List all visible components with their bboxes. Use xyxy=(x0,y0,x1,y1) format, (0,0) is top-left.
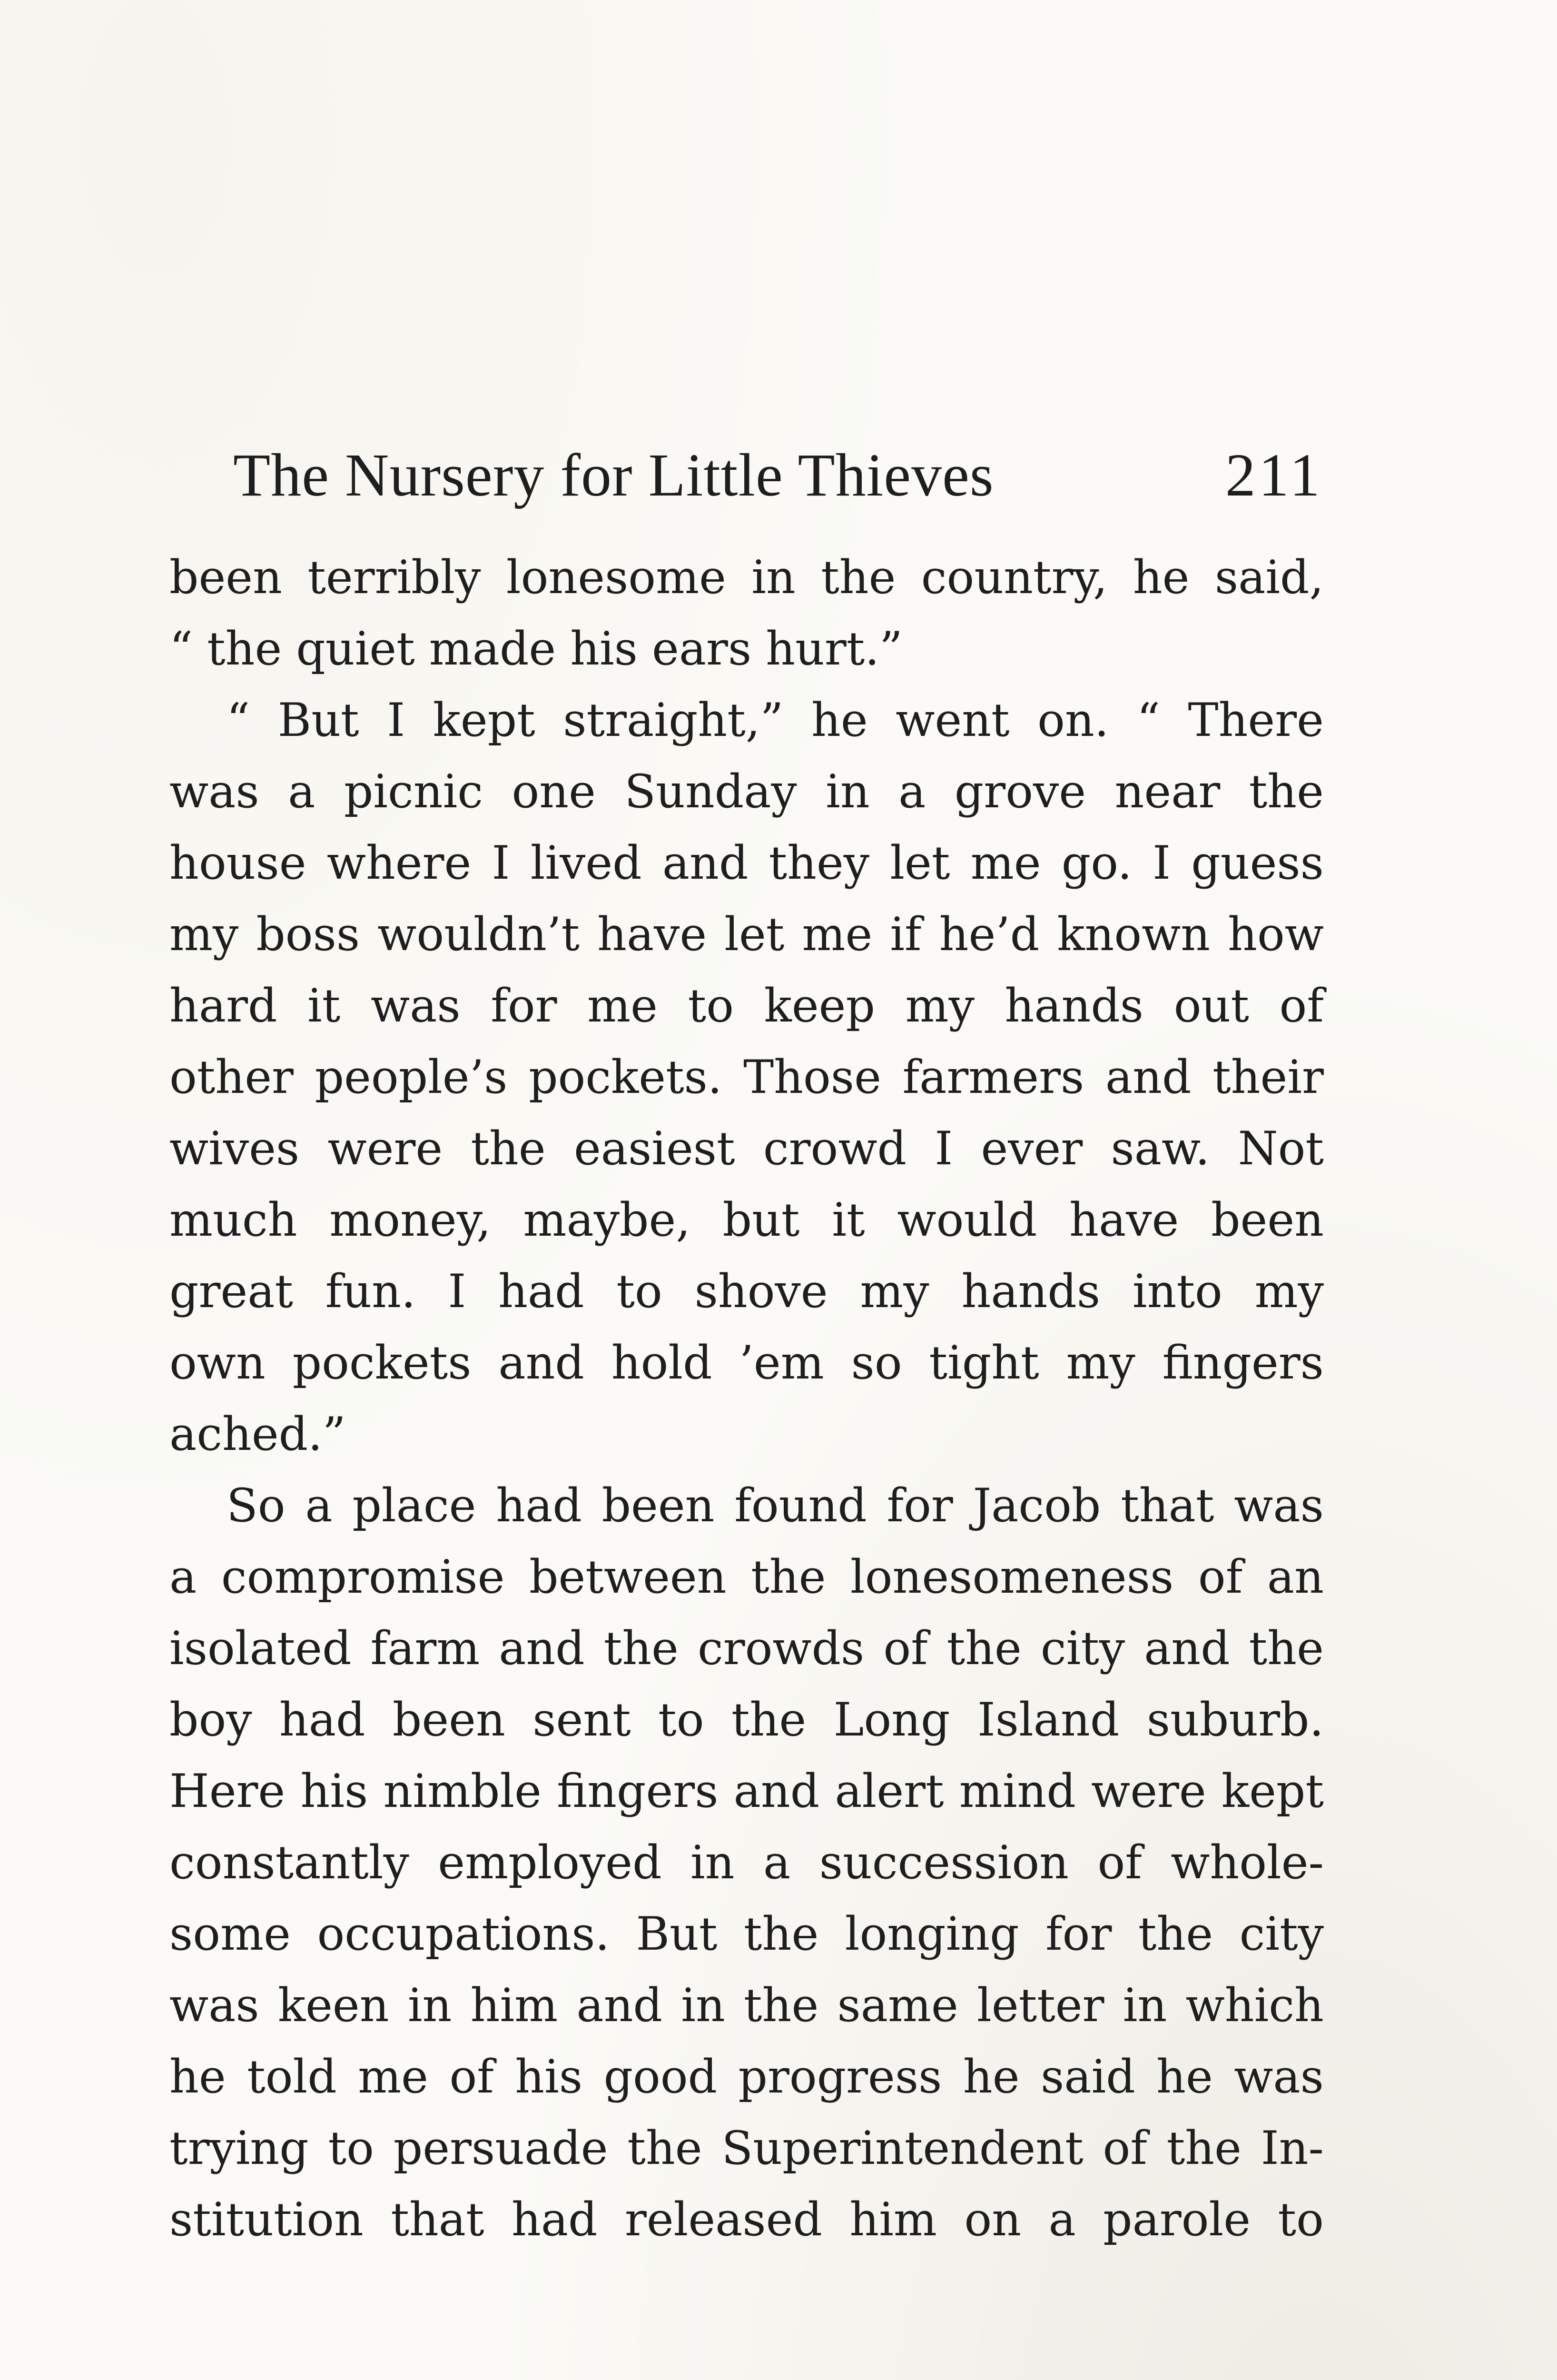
word: a xyxy=(1048,2193,1076,2246)
word: “ xyxy=(1136,694,1160,747)
word: to xyxy=(1278,2193,1324,2246)
word: his xyxy=(570,622,638,675)
word: house xyxy=(169,836,306,890)
word: and xyxy=(733,1765,820,1818)
word: the xyxy=(603,1622,679,1675)
word: occupations. xyxy=(317,1907,610,1961)
word: the xyxy=(744,1979,819,2032)
word: the xyxy=(751,1550,826,1604)
word: a xyxy=(305,1479,333,1532)
word: I xyxy=(1153,836,1171,890)
word: easiest xyxy=(573,1122,735,1175)
word: a xyxy=(288,765,315,818)
word: and xyxy=(662,836,749,890)
word: terribly xyxy=(307,551,481,604)
word: picnic xyxy=(344,765,483,818)
word: other xyxy=(169,1051,294,1104)
word: I xyxy=(448,1265,466,1318)
body-text xyxy=(169,542,1324,2255)
word: grove xyxy=(954,765,1086,818)
word: were xyxy=(327,1122,443,1175)
word: sent xyxy=(532,1693,631,1746)
word: hard xyxy=(169,979,277,1032)
word: that xyxy=(1121,1479,1214,1532)
text-line xyxy=(169,1684,1324,1755)
word: been xyxy=(1211,1193,1324,1247)
word: the xyxy=(731,1693,807,1746)
word: in xyxy=(1123,1979,1167,2032)
word: pockets xyxy=(292,1336,472,1389)
word: me xyxy=(802,908,873,961)
text-line xyxy=(169,1898,1324,1970)
word: ’em xyxy=(739,1336,824,1389)
word: fingers xyxy=(1162,1336,1324,1389)
page-number: 211 xyxy=(1225,441,1323,509)
word: and xyxy=(1105,1051,1192,1104)
word: and xyxy=(498,1336,584,1389)
word: on xyxy=(964,2193,1022,2246)
word: into xyxy=(1132,1265,1222,1318)
word: quiet xyxy=(296,622,415,675)
word: hands xyxy=(1005,979,1144,1032)
word: of xyxy=(883,1622,928,1675)
text-line xyxy=(169,1613,1324,1684)
word: keep xyxy=(764,979,875,1032)
text-line xyxy=(169,827,1324,899)
word: persuade xyxy=(393,2122,608,2175)
word: it xyxy=(307,979,341,1032)
word: I xyxy=(935,1122,953,1175)
word: my xyxy=(860,1265,929,1318)
text-line xyxy=(169,1470,1324,1541)
text-line xyxy=(169,542,1324,613)
word: boy xyxy=(169,1693,252,1746)
word: their xyxy=(1212,1051,1324,1104)
word: of xyxy=(1103,2122,1147,2175)
word: hold xyxy=(611,1336,712,1389)
text-line xyxy=(169,2184,1324,2255)
word: Long xyxy=(833,1693,950,1746)
word: some xyxy=(169,1907,291,1961)
word: employed xyxy=(438,1836,662,1889)
word: the xyxy=(1138,1907,1213,1961)
word: fun. xyxy=(325,1265,416,1318)
word: let xyxy=(890,836,950,890)
text-line xyxy=(169,1041,1324,1113)
word: had xyxy=(496,1479,582,1532)
word: Here xyxy=(169,1765,286,1818)
word: he xyxy=(811,694,868,747)
word: Jacob xyxy=(973,1479,1101,1532)
word: mind xyxy=(959,1765,1076,1818)
word: found xyxy=(734,1479,867,1532)
word: had xyxy=(279,1693,365,1746)
word: a xyxy=(763,1836,791,1889)
word: succession xyxy=(819,1836,1069,1889)
word: city xyxy=(1040,1622,1125,1675)
word: he xyxy=(1156,2050,1213,2103)
word: crowd xyxy=(763,1122,907,1175)
word: they xyxy=(769,836,870,890)
word: constantly xyxy=(169,1836,409,1889)
word: lonesome xyxy=(506,551,726,604)
word: and xyxy=(1144,1622,1230,1675)
word: my xyxy=(905,979,975,1032)
text-line xyxy=(169,1113,1324,1184)
word: for xyxy=(491,979,557,1032)
word: the xyxy=(821,551,896,604)
word: go. xyxy=(1061,836,1132,890)
word: Sunday xyxy=(624,765,797,818)
word: There xyxy=(1188,694,1324,747)
word: Not xyxy=(1238,1122,1324,1175)
word: released xyxy=(624,2193,822,2246)
word: my xyxy=(1066,1336,1135,1389)
word: where xyxy=(326,836,472,890)
text-line xyxy=(169,1827,1324,1898)
word: to xyxy=(658,1693,704,1746)
running-head xyxy=(233,440,1323,516)
word: the xyxy=(946,1622,1022,1675)
word: for xyxy=(887,1479,953,1532)
word: I xyxy=(492,836,510,890)
word: to xyxy=(328,2122,374,2175)
word: was xyxy=(1234,1479,1324,1532)
word: progress xyxy=(738,2050,942,2103)
word: of xyxy=(1097,1836,1142,1889)
text-line xyxy=(169,899,1324,970)
text-line xyxy=(169,2041,1324,2112)
word: have xyxy=(597,908,707,961)
word: lived xyxy=(530,836,642,890)
word: been xyxy=(601,1479,715,1532)
word: farmers xyxy=(902,1051,1084,1104)
word: to xyxy=(616,1265,662,1318)
word: kept xyxy=(1221,1765,1324,1818)
word: isolated xyxy=(169,1622,352,1675)
word: a xyxy=(898,765,926,818)
word: how xyxy=(1228,908,1324,961)
word: of xyxy=(1279,979,1324,1032)
running-head-title: The Nursery for Little Thieves xyxy=(233,441,994,509)
word: wives xyxy=(169,1122,300,1175)
word: hands xyxy=(961,1265,1101,1318)
word: people’s xyxy=(315,1051,508,1104)
word: lonesomeness xyxy=(850,1550,1174,1604)
word: the xyxy=(744,1907,819,1961)
word: ached.” xyxy=(169,1408,346,1461)
word: told xyxy=(247,2050,337,2103)
word: farm xyxy=(370,1622,480,1675)
text-line xyxy=(169,613,1324,684)
word: said, xyxy=(1214,551,1324,604)
word: Those xyxy=(743,1051,881,1104)
word: out xyxy=(1173,979,1249,1032)
word: longing xyxy=(845,1907,1019,1961)
word: one xyxy=(512,765,596,818)
word: Island xyxy=(977,1693,1120,1746)
word: known xyxy=(1057,908,1211,961)
word: a xyxy=(169,1550,197,1604)
word: keen xyxy=(277,1979,389,2032)
word: Superintendent xyxy=(721,2122,1084,2175)
word: in xyxy=(681,1979,725,2032)
word: my xyxy=(1254,1265,1324,1318)
word: tight xyxy=(929,1336,1039,1389)
word: much xyxy=(169,1193,297,1247)
word: maybe, xyxy=(523,1193,690,1247)
word: alert xyxy=(835,1765,944,1818)
word: same xyxy=(837,1979,958,2032)
word: me xyxy=(587,979,658,1032)
word: but xyxy=(722,1193,800,1247)
word: “ xyxy=(169,622,193,675)
text-line xyxy=(169,1970,1324,2041)
word: the xyxy=(471,1122,546,1175)
word: of xyxy=(1198,1550,1243,1604)
word: if xyxy=(890,908,922,961)
word: stitution xyxy=(169,2193,364,2246)
word: that xyxy=(391,2193,484,2246)
word: an xyxy=(1267,1550,1324,1604)
word: shove xyxy=(694,1265,828,1318)
word: I xyxy=(387,694,405,747)
word: country, xyxy=(921,551,1108,604)
word: was xyxy=(370,979,461,1032)
text-line xyxy=(169,1541,1324,1613)
word: the xyxy=(1166,2122,1242,2175)
text-line xyxy=(169,1398,1324,1470)
word: on. xyxy=(1037,694,1109,747)
word: were xyxy=(1091,1765,1206,1818)
word: said xyxy=(1040,2050,1135,2103)
word: and xyxy=(576,1979,662,2032)
word: But xyxy=(636,1907,718,1961)
word: in xyxy=(751,551,796,604)
word: he’d xyxy=(939,908,1040,961)
word: good xyxy=(603,2050,718,2103)
word: me xyxy=(970,836,1041,890)
text-line xyxy=(169,1755,1324,1827)
word: in xyxy=(826,765,870,818)
word: In- xyxy=(1261,2122,1324,2175)
word: So xyxy=(227,1479,286,1532)
word: ears xyxy=(652,622,752,675)
word: city xyxy=(1239,1907,1324,1961)
word: him xyxy=(849,2193,937,2246)
word: the xyxy=(1249,765,1324,818)
word: his xyxy=(300,1765,368,1818)
word: letter xyxy=(977,1979,1104,2032)
word: him xyxy=(470,1979,558,2032)
word: whole- xyxy=(1171,1836,1324,1889)
word: guess xyxy=(1191,836,1324,890)
word: had xyxy=(498,1265,584,1318)
text-line xyxy=(169,1327,1324,1398)
word: hurt.” xyxy=(766,622,903,675)
word: saw. xyxy=(1111,1122,1210,1175)
word: so xyxy=(851,1336,902,1389)
word: his xyxy=(515,2050,583,2103)
word: “ xyxy=(227,694,250,747)
word: was xyxy=(169,1979,259,2032)
word: me xyxy=(358,2050,428,2103)
word: made xyxy=(429,622,556,675)
word: compromise xyxy=(221,1550,505,1604)
word: crowds xyxy=(697,1622,865,1675)
word: ever xyxy=(981,1122,1083,1175)
word: he xyxy=(963,2050,1020,2103)
word: my xyxy=(169,908,239,961)
word: it xyxy=(832,1193,865,1247)
word: straight,” xyxy=(563,694,784,747)
word: the xyxy=(1249,1622,1324,1675)
word: was xyxy=(169,765,259,818)
word: kept xyxy=(433,694,535,747)
word: between xyxy=(529,1550,727,1604)
text-line xyxy=(169,684,1324,756)
word: trying xyxy=(169,2122,309,2175)
word: in xyxy=(690,1836,735,1889)
word: nimble xyxy=(383,1765,542,1818)
text-line xyxy=(169,2112,1324,2184)
text-line xyxy=(169,1256,1324,1327)
word: in xyxy=(407,1979,452,2032)
word: of xyxy=(449,2050,494,2103)
word: had xyxy=(511,2193,598,2246)
word: fingers xyxy=(557,1765,719,1818)
word: he xyxy=(169,2050,226,2103)
word: great xyxy=(169,1265,293,1318)
word: near xyxy=(1114,765,1221,818)
word: suburb. xyxy=(1146,1693,1324,1746)
word: been xyxy=(169,551,282,604)
word: the xyxy=(207,622,282,675)
word: went xyxy=(896,694,1010,747)
word: and xyxy=(499,1622,585,1675)
word: the xyxy=(627,2122,702,2175)
word: own xyxy=(169,1336,266,1389)
word: for xyxy=(1045,1907,1112,1961)
word: pockets. xyxy=(529,1051,722,1104)
word: which xyxy=(1185,1979,1324,2032)
word: wouldn’t xyxy=(377,908,580,961)
word: place xyxy=(352,1479,476,1532)
word: boss xyxy=(256,908,360,961)
word: But xyxy=(277,694,359,747)
word: he xyxy=(1133,551,1190,604)
text-line xyxy=(169,756,1324,827)
text-line xyxy=(169,1184,1324,1256)
word: let xyxy=(724,908,785,961)
word: parole xyxy=(1103,2193,1251,2246)
word: have xyxy=(1069,1193,1179,1247)
text-line xyxy=(169,970,1324,1041)
word: money, xyxy=(329,1193,491,1247)
word: would xyxy=(897,1193,1037,1247)
word: was xyxy=(1234,2050,1324,2103)
word: to xyxy=(688,979,734,1032)
word: been xyxy=(392,1693,505,1746)
